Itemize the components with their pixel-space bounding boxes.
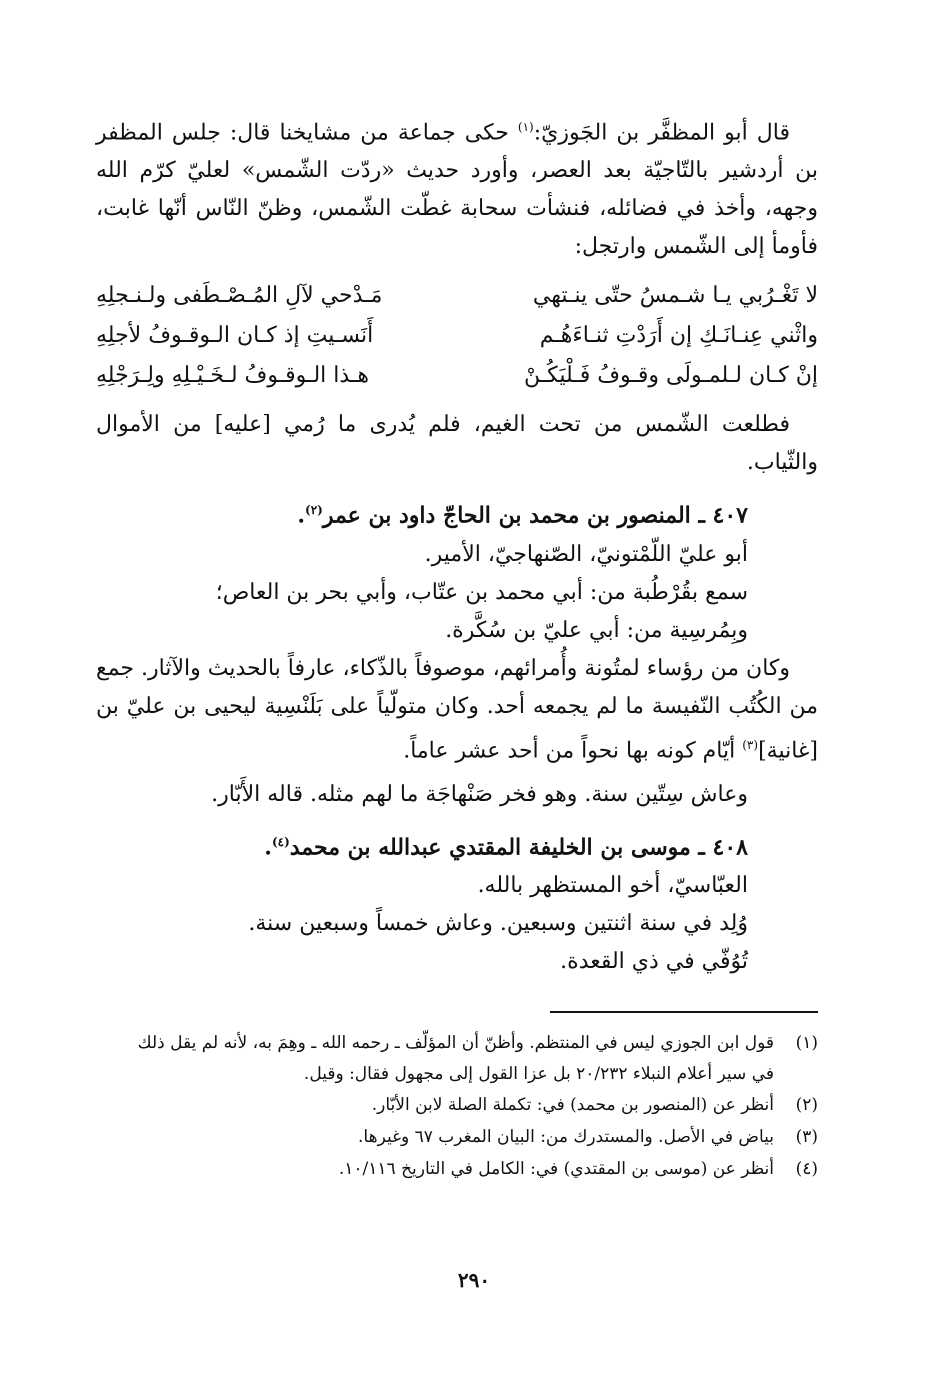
footnote-4-text: أنظر عن (موسى بن المقتدي) في: الكامل في التاريخ ١٠/١١٦.	[338, 1159, 774, 1180]
verse-2	[96, 316, 818, 356]
entry-408-title	[96, 822, 818, 867]
footnote-4	[96, 1153, 818, 1185]
entry-407-biography-end: أيّام كونه بها نحواً من أحد عشر عاماً.	[403, 737, 743, 763]
entry-407-title-end: .	[297, 502, 305, 529]
entry-408-nisba: العبّاسيّ، أخو المستظهر بالله.	[477, 873, 748, 899]
footnote-ref-2[interactable]: (٢)	[305, 503, 323, 518]
verse-1	[96, 276, 818, 316]
footnote-ref-1[interactable]: (١)	[517, 120, 534, 134]
verse-1-first-hemistich: لا تَغْـرُبي يـا شـمسُ حتّى ينـتهي	[532, 283, 818, 309]
footnotes	[96, 1027, 818, 1185]
verse-3	[96, 356, 818, 396]
footnote-2-text: أنظر عن (المنصور بن محمد) في: تكملة الصلة لابن الأبّار.	[371, 1095, 774, 1116]
entry-407-biography-text: وكان من رؤساء لمتُونة وأُمرائهم، موصوفاً بالذّكاء، عارفاً بالحديث والآثار. جمع من الكُتُب النّفيسة ما لم يجمعه أحد. وكان متولّياً على بَلَنْسِية ليحيى بن عليّ بن [غانية]	[96, 655, 818, 763]
entry-407-closing: وعاش سِتّين سنة. وهو فخر صَنْهاجَة ما لهم مثله. قاله الأَبّار.	[211, 781, 748, 807]
entry-407-biography	[96, 650, 818, 770]
entry-407-title-text: ٤٠٧ ـ المنصور بن محمد بن الحاجّ داود بن عمر	[322, 502, 748, 529]
footnote-1-text: قول ابن الجوزي ليس في المنتظم. وأظنّ أن المؤلّف ـ رحمه الله ـ وهِمَ به، لأنه لم يقل ذلك	[137, 1033, 774, 1054]
footnote-ref-4[interactable]: (٤)	[271, 834, 290, 849]
footnote-2-number: (٢)	[795, 1095, 818, 1116]
verse-2-second-hemistich: أَنَسـيتِ إذ كـان الـوقـوفُ لأجلِهِ	[96, 323, 374, 349]
entry-408-title-text: ٤٠٨ ـ موسى بن الخليفة المقتدي عبدالله بن محمد	[289, 834, 748, 861]
entry-408	[96, 822, 818, 981]
footnote-1	[96, 1027, 818, 1059]
entry-408-title-end: .	[264, 834, 272, 861]
footnote-3	[96, 1121, 818, 1153]
verse-3-first-hemistich: إنْ كـان لـلمـولَى وقـوفُ فَـلْيَكُـنْ	[523, 363, 818, 389]
entry-407-heard-cordoba: سمع بقُرْطُبة من: أبي محمد بن عتّاب، وأبي بحر بن العاص؛	[215, 579, 748, 605]
footnote-3-number: (٣)	[795, 1127, 818, 1148]
page-number: ٢٩٠	[457, 1268, 491, 1292]
entry-408-birth: وُلِد في سنة اثنتين وسبعين. وعاش خمساً وسبعين سنة.	[248, 911, 748, 937]
footnote-separator	[550, 1011, 818, 1013]
intro-text-start: قال أبو المظفَّر بن الجَوزيّ:	[533, 120, 790, 146]
verse-2-first-hemistich: واثْني عِنـانَـكِ إن أَرَدْتِ ثنـاءَهُـم	[539, 323, 818, 349]
footnote-1-number: (١)	[795, 1033, 818, 1054]
entry-407-title	[96, 490, 818, 535]
entry-407-heard-murcia: وبِمُرسِية من: أبي عليّ بن سُكَّرة.	[445, 617, 748, 643]
footnote-2	[96, 1089, 818, 1121]
entry-408-death: تُوُفّي في ذي القعدة.	[560, 949, 748, 975]
poem	[96, 276, 818, 396]
intro-text-rest: حكى جماعة من مشايخنا قال: جلس المظفر بن أردشير بالتّاجيّة بعد العصر، وأورد حديث «ردّت الشّمس» لعليّ كرّم الله وجهه، وأخذ في فضائله، فنشأت سحابة غطّت الشّمس، وظنّ النّاس أنّها غابت، فأومأ إلى الشّمس وارتجل:	[96, 120, 818, 260]
entry-407-nisba: أبو عليّ اللّمْتونيّ، الصّنهاجيّ، الأمير.	[424, 541, 748, 567]
after-verses-paragraph: فطلعت الشّمس من تحت الغيم، فلم يُدرى ما رُمي [عليه] من الأموال والثّياب.	[96, 412, 818, 476]
footnote-ref-3[interactable]: (٣)	[742, 737, 759, 752]
footnote-4-number: (٤)	[795, 1159, 818, 1180]
footnote-3-text: بياض في الأصل. والمستدرك من: البيان المغرب ٦٧ وغيرها.	[358, 1127, 774, 1148]
footnote-1-continuation: في سير أعلام النبلاء ٢٠/٢٣٢ بل عزا القول إلى مجهول فقال: وقيل.	[303, 1064, 774, 1085]
entry-407	[96, 490, 818, 814]
verse-1-second-hemistich: مَـدْحي لآلِ المُـصْـطَفى ولـنـجلِهِ	[96, 283, 383, 309]
verse-3-second-hemistich: هـذا الـوقـوفُ لـخَـيْـلِهِ ولِـرَجْلِهِ	[96, 363, 369, 389]
intro-paragraph	[96, 108, 818, 266]
